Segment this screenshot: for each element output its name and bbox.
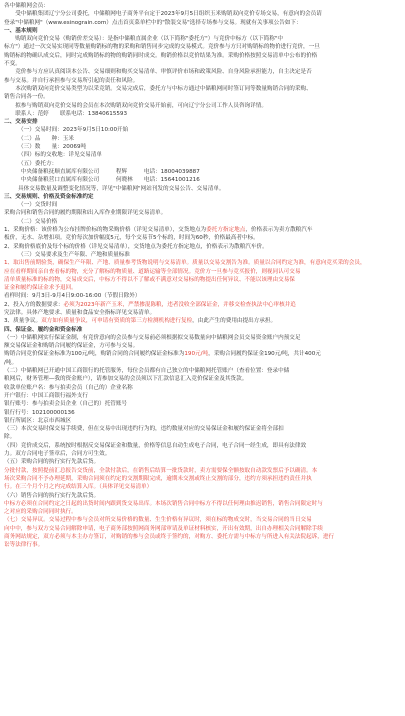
text-line: （二）品 种：玉米 [18,135,74,142]
text-line: 银行所属区：北京市西城区 [4,417,72,424]
text-line: （一）交货时间 [18,202,58,209]
text-line: 应在看样期间亲自查看标的物，充分了解标的物质量、道路运输等全部情况。竞价方一旦参与竞买报价，则视同认可交易 [4,268,301,275]
text-line: 粮网后，财务管理—我的资金账户），请参加交易的会员须以下汇款信息汇入竞价保证金及其货款。 [4,376,248,383]
text-line: 额交易保证金和购销合同履约保证金，方可参与交易。 [4,343,139,350]
text-line: 力。双方合同电子签章后，合同方可生效。 [4,451,111,458]
text-line: 购销双向竞价交易（购销价差交易）：是指中储粮直属企业（以下简称"委托方"）与竞价中标方（以下简称"中 [4,36,284,43]
text-line: 行。在三个月个月之内完成结算入库。（具体详见交易清单） [4,484,153,491]
text-line: 登录"中储粮网"（www.esinograin.com）点击首页菜单栏中的"散装交易"选择专场参与交易。现就有关事项公告如下： [4,19,302,26]
text-line: 究法律。具体产地要求、质量和食品安全指标详见交易清单。 [4,309,156,316]
text-line: 3、质量争议。双方如有质量争议，可申请有资质的第三方检测机构进行复检，由此产生的费用由提出方承担。 [4,318,277,325]
text-line: /吨。 [4,359,18,366]
text-line: 1、取出售前期验货，确保生产年限、产地、质量参考货物说明与交易清单。质量以交易交割告为准。质量以合同约定为准，有意向竞买采的会员， [4,260,366,267]
text-line: （六）销售合同的执行实行先款后货。 [4,492,100,499]
text-line: 拟参与购销双向竞价交易的会员在本次购销双向竞价交易开始前，可向辽宁分公司工作人员咨询详情。 [4,102,267,109]
highlight-text: 必须为2023年新产玉米，严禁掺混陈粮，违者没收全部保证金，并移交检查执法中心审核并追 [63,301,296,308]
text-line: （五）采购合同的执行实行先款后货。 [4,459,100,466]
text-line: 银行行号：102100000136 [4,409,75,416]
section-heading: 二、交易安排 [4,119,38,126]
text-line: 不变。 [4,61,21,68]
text-line: 开户银行：中国工商银行福外支行 [4,392,88,399]
text-line: 1、采购价格：该价格为公布挂牌价标的物采购价格（详见交易清单），交货地点为委托方指定地点，价格表示为卖方散粮汽车 [4,227,313,234]
text-line: 购销标的物确认成交后，同时完成购销标的物的购销同时成交。购销价格以竞价结果为准。采购价格按照交易清单中公布的价格 [4,52,318,59]
text-line: （四）标的交收地：详见交易清单 [18,152,102,159]
highlight-text: 190元/吨 [184,351,209,358]
text-line: 中央储备粮营口直属库有限公司 何晓林 电话：15641001216 [4,177,200,184]
text-line: （三）本次交易时保交易手续费，但在交易中出现违约行为的，违约数量对应的交易保证金和履约保证金将全部扣 [4,426,284,433]
text-line: 本次购销双向竞价交易类型为以采竞销。交易完成后，委托方与中标方通过中储粮网同时签订同等数量购销合同的采购、 [4,85,312,92]
text-line: （四）竞价成交后，系统按时根据反交易保证金和数量，价格等信息自动生成电子合同，电子合同一经生成，即具有法律效 [4,442,307,449]
text-line: 向中中，参与双方交易合同解除申请，电子商务部按照网商务网部审请及单证材料核实，开出有效期，出自办理相关合同解除手续 [4,525,323,532]
text-line: 受中储粮集团辽宁分公司委托，中储粮网电子商务平台定于2023年9月5日组织玉米购销双向竞价专场交易，有意向的会员请 [4,11,322,18]
text-line: 之对应的采购合同同时执行。 [4,509,77,516]
text-line: 联系人：范婷 联系电话：13840615593 [4,110,128,117]
text-line: 购销合同竞价保证金标准为100元/吨，购销合同的合同履约保证金标准为190元/吨，采购合同履约保证金190元/吨，共计400元 [4,351,321,358]
section-heading: 一、基本规则 [4,27,38,34]
text-line: 除。 [4,434,16,441]
text-line: 收款单位账户名：参与拍卖会员（自己的）企业名称 [4,384,133,391]
text-line: 标方"）通过一次交易实现同等数量购销标的物的采购和销售同步完成的交易模式。竞价参与方只对购销标的物价进行竞价，一旦 [4,44,320,51]
text-line: 看样时间：9月3日-9月4日9:00-16:00（节假日除外） [4,293,141,300]
text-line: 证金和履约保证金求予退回。 [4,285,77,292]
text-line: 中标方必须在合同约定之日起的出货时间内跟到货交易出库。本场次销售合同中标方不得以任何理由推迟销售，销售合同限定时与 [4,500,323,507]
text-line: （二）交易价格 [18,218,58,225]
text-line: 销售合同各一份。 [4,94,49,101]
text-line: （一）中储粮网实行保证金制，有竞价意向的会员参与交易前必须根据拟交易数量向中储粮网会员交易资金账户内预交足 [4,334,301,341]
text-line: （三）交易要求及生产年限、产地和质量标准 [18,251,130,258]
text-line: 竞价参与方应认真阅读本公告、交易细则和购买交易清单、审慎评价市场和政策风险、自身风险承担能力，自主决定是否 [4,69,312,76]
text-line: 分批付款，按照提前汇总报告交货前，全款付款后，在销售后结算一批货款时，卖方需要保全额按取自动款发票后予以确清。本 [4,467,318,474]
text-line: （三）数 量：20069吨 [18,144,87,151]
highlight-text: 双方如有质量争议，可申请有资质的第三方检测机构进行复检 [41,318,193,325]
text-line: 银行账号：参与拍卖会员企业（自己的）托管账号 [4,401,128,408]
text-line: 商务网站规定，双方必须与本主办方签订，对购销的参与会员或终于签约的，对购方、委托方需与中标方与所进入有关法院起诉，进行 [4,534,335,540]
highlight-text: 委托方指定地点 [206,227,246,234]
text-line: 具体交易数量及调整变化情况等，详见"中储粮网"网站刊发的交易公告、交易清单。 [18,185,225,192]
text-line: 采购合同和销售合同的履约期限和出入库作业期限详见交易清单。 [4,210,167,217]
text-line: （七）交易异议。交易过程中参与会员对所交易价格的数量、生生价格有异议时，须在标的物成交时，当交易合同的当日交易 [4,517,312,524]
text-line: 参与交易。并自行承担参与交易所引起的责任和风险。 [4,77,139,84]
text-line: 2、投入方的数据要求：必须为2023年新产玉米，严禁掺混陈粮，违者没收全部保证金，并移交检查执法中心审核并追 [4,301,296,308]
section-heading: 四、保证金、履约金和资金标准 [4,326,83,333]
text-line: 各中储粮网会员： [4,3,49,9]
text-line: 2、采购价格底价及每个标的价格（详见交易清单），交货地点为委托方指定地点，价格表示为散粮汽车价。 [4,243,268,250]
text-line: 讼等法律行事。 [4,542,44,549]
text-line: 板价，无水、杂增扣项。竞价每次加价幅度5元，每个交易节5个标的，时间为60秒，价格最高者中标。 [4,235,259,242]
section-heading: 三、交易规则、价格及资金标准约定 [4,193,94,200]
text-line: （一）交易时间：2023年9月5日10:00开始 [18,127,129,134]
text-line: （五）委托方： [18,160,58,167]
text-line: （二）中储粮网已开通中国工商银行的托管服务，每位会员都有自己独立的中储粮网托管账户（查看位置：登录中储 [4,368,290,375]
text-line: 清单质量标准的标的物，交易成交后，中标方不得以不了解或不满意对交易标的物提出任何异议、不能以该理由交易保 [4,276,295,283]
text-line: 中央储备粮抚顺直属库有限公司 程辉 电话：18004039887 [4,168,200,175]
text-line: 场次采购合同不予办理延期，采购合同须在约定的交割期限完成，逾期未交割或终止交割的部分，违约方须承担违约责任并执 [4,475,312,482]
